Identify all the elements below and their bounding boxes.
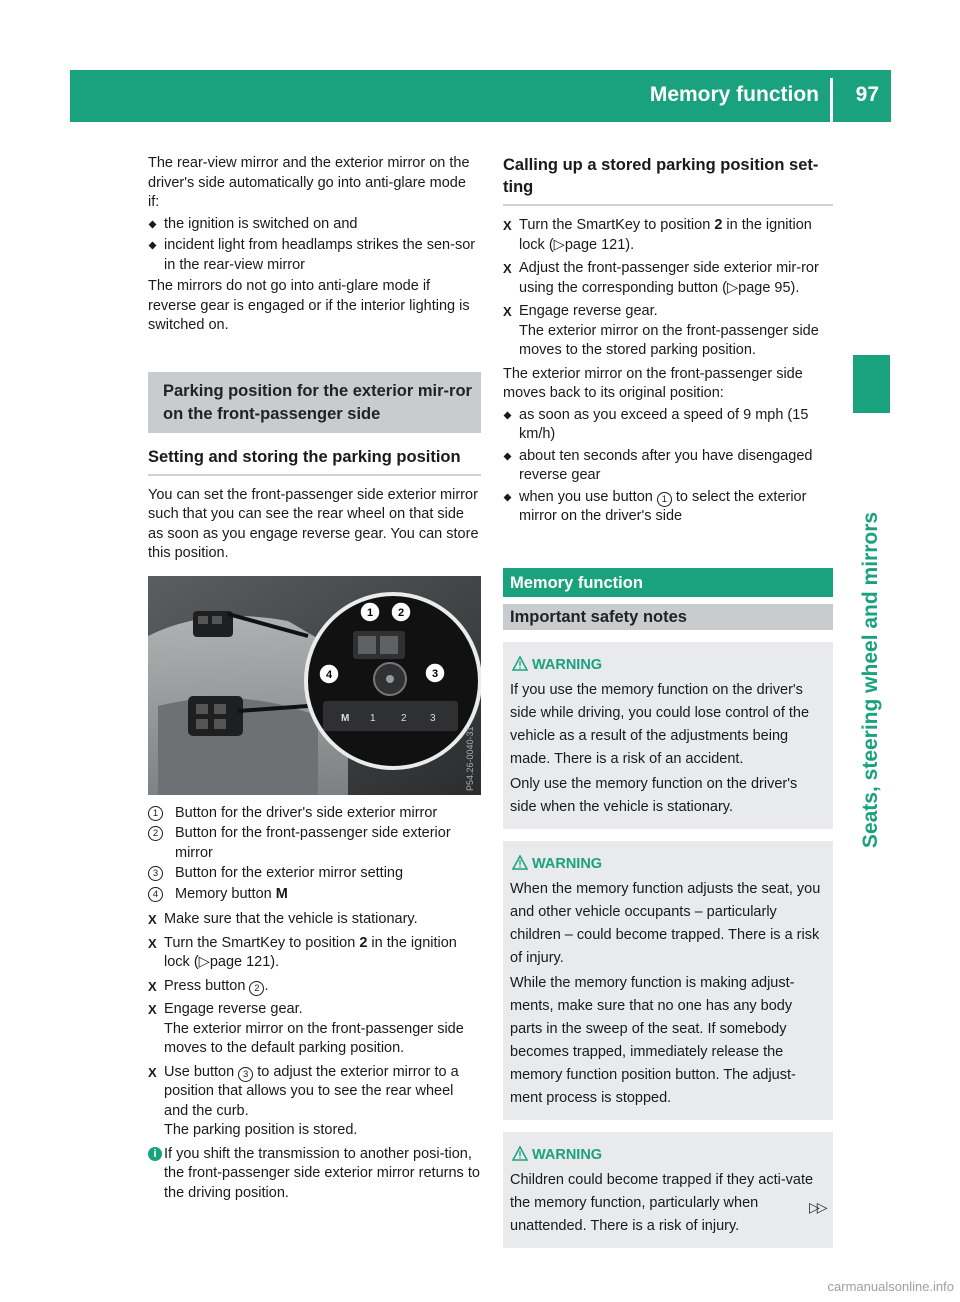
step-arrow-icon: X <box>148 912 157 927</box>
page-reference-link[interactable]: page 121). <box>209 954 280 970</box>
step-arrow-icon: X <box>503 261 512 276</box>
number-circle-icon: 3 <box>238 1067 253 1082</box>
list-item: as soon as you exceed a speed of 9 mph (15 km/h) <box>503 406 833 445</box>
page-ref-icon: ▷ <box>198 954 210 970</box>
step-arrow-icon: X <box>148 978 157 994</box>
legend-item: 3 Button for the exterior mirror setting <box>148 864 481 884</box>
panel-button-1: 1 <box>370 712 376 724</box>
heading-calling-up: Calling up a stored parking position set-ting <box>503 154 833 206</box>
info-note: i If you shift the transmission to another posi-tion, the front-passenger side exterior mirror returns to the driving position. <box>148 1145 481 1204</box>
warning-text: While the memory function is making adjust-ments, make sure that no one has any body parts in the sweep of the seat. If somebody becomes trapped, immediately release the memory function position button. The adjust-ment process is stopped. <box>510 974 796 1106</box>
number-circle-icon: 3 <box>148 866 163 881</box>
legend-item: 1 Button for the driver's side exterior mirror <box>148 804 481 824</box>
section-memory-function: Memory function <box>503 568 833 597</box>
step-arrow-icon: X <box>503 304 512 319</box>
page-number: 97 <box>855 83 879 106</box>
step-item: X Use button 3 to adjust the exterior mirror to a position that allows you to see the rear wheel and the curb. The parking position is stored. <box>148 1063 459 1138</box>
recall-steps <box>503 216 833 361</box>
number-circle-icon: 1 <box>148 806 163 821</box>
intro-end-text: The mirrors do not go into anti-glare mode if reverse gear is engaged or if the interior lighting is switched on. <box>148 278 470 333</box>
chapter-tab <box>853 355 890 413</box>
body-text: The exterior mirror on the front-passenger side moves back to its original position: <box>503 365 803 401</box>
intro-bullets <box>148 215 481 276</box>
warning-text: Only use the memory function on the driver's side when the vehicle is stationary. <box>510 775 798 815</box>
step-arrow-icon: X <box>148 1002 157 1017</box>
legend-item: 4 Memory button M <box>148 885 481 905</box>
step-arrow-icon: X <box>503 218 512 233</box>
step-item: X Turn the SmartKey to position 2 in the ignition lock (▷page 121). <box>148 934 457 970</box>
header-title: Memory function <box>649 83 819 106</box>
subsection-safety-notes: Important safety notes <box>503 604 833 630</box>
warning-triangle-icon <box>512 1146 528 1161</box>
heading-setting-storing: Setting and storing the parking position <box>148 439 481 476</box>
return-conditions <box>503 406 833 527</box>
callout-2: 2 <box>397 606 405 619</box>
number-circle-icon: 2 <box>148 826 163 841</box>
chapter-label: Seats, steering wheel and mirrors <box>859 511 882 849</box>
page-reference-link[interactable]: page 95). <box>738 279 800 296</box>
subheading-parking-position: Parking position for the exterior mir-ror on the front-passenger side <box>148 372 481 433</box>
step-item: X Make sure that the vehicle is stationary. <box>148 910 481 930</box>
setting-steps <box>148 910 481 1141</box>
warning-box <box>503 1132 833 1248</box>
right-column <box>503 154 833 1248</box>
warning-title: WARNING <box>532 1146 603 1163</box>
figure-legend <box>148 804 481 905</box>
window-switch-cluster <box>188 696 243 736</box>
warning-text: If you use the memory function on the driver's side while driving, you could lose control of the vehicle as a result of the adjustments being made. There is a risk of an accident. <box>510 681 810 767</box>
step-item: X Turn the SmartKey to position 2 in the ignition lock (▷page 121). <box>503 217 812 253</box>
info-icon: i <box>148 1147 162 1161</box>
list-item: the ignition is switched on and <box>148 215 481 235</box>
warning-box <box>503 841 833 1120</box>
step-item: X Engage reverse gear. The exterior mirror on the front-passenger side moves to the default parking position. <box>148 1001 464 1056</box>
callout-1: 1 <box>366 606 374 619</box>
legend-item: 2 Button for the front-passenger side exterior mirror <box>148 824 481 863</box>
left-column <box>148 154 481 1203</box>
body-text: You can set the front-passenger side exterior mirror such that you can see the rear wheel on that side as soon as you engage reverse gear. You can store this position. <box>148 486 479 561</box>
warning-title: WARNING <box>532 855 603 872</box>
intro-text: The rear-view mirror and the exterior mirror on the driver's side automatically go into anti-glare mode if: <box>148 155 470 210</box>
warning-box <box>503 642 833 829</box>
header-divider <box>830 78 833 122</box>
number-circle-icon: 4 <box>148 887 163 902</box>
list-item: when you use button 1 to select the exterior mirror on the driver's side <box>503 488 833 527</box>
callout-3: 3 <box>431 667 439 680</box>
number-circle-icon: 2 <box>249 981 264 996</box>
panel-button-m: M <box>341 712 350 724</box>
callout-4: 4 <box>325 668 333 681</box>
list-item: about ten seconds after you have disengaged reverse gear <box>503 447 833 486</box>
warning-text: Children could become trapped if they acti-vate the memory function, particularly when unattended. There is a risk of injury. <box>510 1171 814 1234</box>
page-header <box>70 70 891 122</box>
step-arrow-icon: X <box>148 1064 157 1080</box>
step-item: X Adjust the front-passenger side exterior mir-ror using the corresponding button (▷page 95). <box>503 260 819 296</box>
list-item: incident light from headlamps strikes the sen-sor in the rear-view mirror <box>148 236 481 275</box>
figure-code: P54.26-0040-31 <box>465 725 475 791</box>
warning-triangle-icon <box>512 855 528 870</box>
continue-arrows-icon: ▷▷ <box>809 1199 825 1215</box>
panel-button-2: 2 <box>401 712 407 724</box>
panel-button-3: 3 <box>430 712 436 724</box>
step-arrow-icon: X <box>148 935 157 951</box>
door-panel-illustration <box>148 576 481 795</box>
warning-title: WARNING <box>532 656 603 673</box>
page-reference-link[interactable]: page 121). <box>564 236 635 253</box>
warning-text: When the memory function adjusts the seat, you and other vehicle occupants – particularly children – could become trapped. There is a risk of injury. <box>510 880 821 966</box>
page-ref-icon: ▷ <box>726 279 739 296</box>
page-ref-icon: ▷ <box>553 236 565 253</box>
watermark: carmanualsonline.info <box>827 1279 954 1294</box>
number-circle-icon: 1 <box>657 492 672 507</box>
step-item: X Press button 2 . <box>148 977 481 997</box>
step-item: X Engage reverse gear. The exterior mirror on the front-passenger side moves to the stored parking position. <box>503 303 819 358</box>
door-panel-figure <box>148 576 481 795</box>
warning-triangle-icon <box>512 656 528 671</box>
